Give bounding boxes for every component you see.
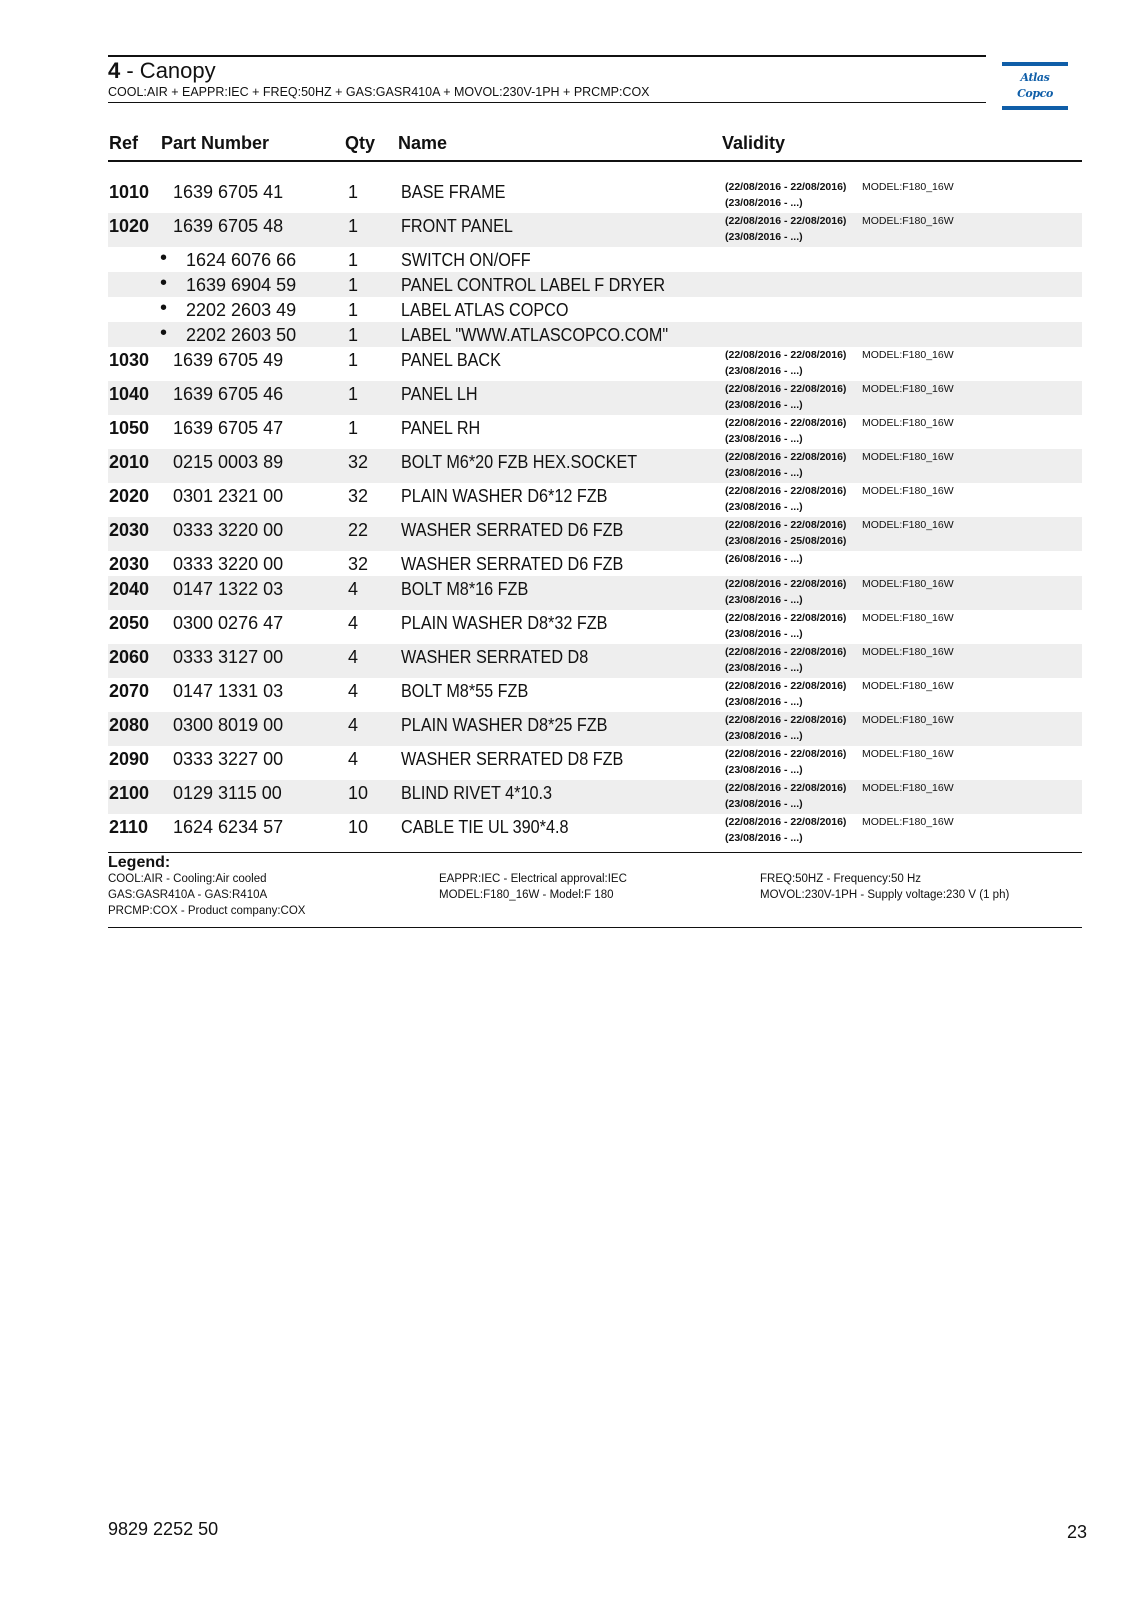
validity-range: (22/08/2016 - 22/08/2016) — [725, 215, 847, 227]
ref-number: 2110 — [109, 817, 149, 837]
quantity: 4 — [348, 749, 359, 769]
col-qty: Qty — [345, 133, 376, 153]
part-name: LABEL "WWW.ATLASCOPCO.COM" — [401, 325, 669, 345]
validity-range: (22/08/2016 - 22/08/2016) — [725, 417, 847, 429]
quantity: 4 — [348, 715, 359, 735]
quantity: 1 — [348, 275, 359, 295]
part-number: 1624 6234 57 — [173, 817, 284, 837]
quantity: 32 — [348, 554, 369, 574]
part-number: 0333 3127 00 — [173, 647, 284, 667]
quantity: 4 — [348, 647, 359, 667]
part-name: PLAIN WASHER D8*25 FZB — [401, 715, 608, 735]
quantity: 4 — [348, 579, 359, 599]
validity-range-2: (23/08/2016 - ...) — [725, 696, 803, 708]
part-number: 1639 6904 59 — [186, 275, 297, 295]
validity-model: MODEL:F180_16W — [862, 782, 954, 794]
validity-range-2: (23/08/2016 - 25/08/2016) — [725, 535, 847, 547]
legend-movol: MOVOL:230V-1PH - Supply voltage:230 V (1 ph) — [760, 889, 1010, 901]
ref-number: 2070 — [109, 681, 150, 701]
quantity: 22 — [348, 520, 369, 540]
quantity: 1 — [348, 182, 359, 202]
validity-range-2: (23/08/2016 - ...) — [725, 365, 803, 377]
table-row — [108, 576, 1082, 610]
table-row — [108, 381, 1082, 415]
sub-part-row — [108, 247, 1082, 272]
legend-bottom-rule — [108, 927, 1082, 928]
table-row — [108, 644, 1082, 678]
part-number: 2202 2603 49 — [186, 300, 297, 320]
sub-part-row — [108, 322, 1082, 347]
ref-number: 1020 — [109, 216, 150, 236]
part-number: 0215 0003 89 — [173, 452, 284, 472]
validity-range-2: (23/08/2016 - ...) — [725, 798, 803, 810]
ref-number: 1040 — [109, 384, 150, 404]
part-name: BOLT M8*55 FZB — [401, 681, 529, 701]
col-validity: Validity — [722, 133, 786, 153]
validity-range-2: (23/08/2016 - ...) — [725, 594, 803, 606]
table-body — [108, 179, 1082, 848]
validity-model: MODEL:F180_16W — [862, 451, 954, 463]
part-name: LABEL ATLAS COPCO — [401, 300, 569, 320]
quantity: 10 — [348, 817, 369, 837]
parts-table — [108, 128, 1082, 848]
part-name: WASHER SERRATED D8 FZB — [401, 749, 624, 769]
table-row — [108, 712, 1082, 746]
part-number: 1639 6705 47 — [173, 418, 284, 438]
validity-model: MODEL:F180_16W — [862, 578, 954, 590]
table-row — [108, 179, 1082, 213]
validity-model: MODEL:F180_16W — [862, 816, 954, 828]
validity-range-2: (23/08/2016 - ...) — [725, 467, 803, 479]
validity-model: MODEL:F180_16W — [862, 485, 954, 497]
header-top-rule — [108, 55, 986, 57]
part-name: BASE FRAME — [401, 182, 506, 202]
part-number: 0333 3227 00 — [173, 749, 284, 769]
validity-range-2: (23/08/2016 - ...) — [725, 501, 803, 513]
quantity: 1 — [348, 418, 359, 438]
part-number: 1639 6705 48 — [173, 216, 284, 236]
legend — [108, 852, 1082, 920]
validity-model: MODEL:F180_16W — [862, 181, 954, 193]
validity-range-2: (23/08/2016 - ...) — [725, 662, 803, 674]
table-row — [108, 449, 1082, 483]
quantity: 4 — [348, 681, 359, 701]
legend-freq: FREQ:50HZ - Frequency:50 Hz — [760, 873, 922, 885]
section-number: 4 — [108, 58, 121, 83]
validity-model: MODEL:F180_16W — [862, 417, 954, 429]
sub-part-row — [108, 297, 1082, 322]
part-number: 1639 6705 46 — [173, 384, 284, 404]
ref-number: 2100 — [109, 783, 150, 803]
logo-bottom-bar — [1002, 106, 1068, 110]
part-number: 0333 3220 00 — [173, 554, 284, 574]
ref-number: 2030 — [109, 554, 150, 574]
part-number: 0147 1322 03 — [173, 579, 284, 599]
validity-range: (26/08/2016 - ...) — [725, 553, 803, 565]
validity-range: (22/08/2016 - 22/08/2016) — [725, 816, 847, 828]
validity-range: (22/08/2016 - 22/08/2016) — [725, 578, 847, 590]
options-line: COOL:AIR + EAPPR:IEC + FREQ:50HZ + GAS:GASR410A + MOVOL:230V-1PH + PRCMP:COX — [108, 85, 650, 99]
table-row — [108, 517, 1082, 551]
validity-model: MODEL:F180_16W — [862, 349, 954, 361]
part-name: PANEL CONTROL LABEL F DRYER — [401, 275, 666, 295]
col-part-number: Part Number — [161, 133, 270, 153]
ref-number: 2030 — [109, 520, 150, 540]
part-name: BLIND RIVET 4*10.3 — [401, 783, 552, 803]
quantity: 10 — [348, 783, 369, 803]
validity-model: MODEL:F180_16W — [862, 612, 954, 624]
validity-range: (22/08/2016 - 22/08/2016) — [725, 646, 847, 658]
part-number: 0147 1331 03 — [173, 681, 284, 701]
validity-model: MODEL:F180_16W — [862, 714, 954, 726]
validity-model: MODEL:F180_16W — [862, 646, 954, 658]
part-name: BOLT M8*16 FZB — [401, 579, 529, 599]
part-number: 0301 2321 00 — [173, 486, 284, 506]
validity-range: (22/08/2016 - 22/08/2016) — [725, 181, 847, 193]
bullet-icon: • — [160, 297, 168, 319]
legend-eappr: EAPPR:IEC - Electrical approval:IEC — [439, 873, 627, 885]
table-row — [108, 814, 1082, 848]
validity-range-2: (23/08/2016 - ...) — [725, 628, 803, 640]
validity-range-2: (23/08/2016 - ...) — [725, 764, 803, 776]
quantity: 1 — [348, 300, 359, 320]
validity-range: (22/08/2016 - 22/08/2016) — [725, 519, 847, 531]
quantity: 32 — [348, 486, 369, 506]
logo-text: Atlas Copco — [1017, 71, 1053, 100]
ref-number: 1030 — [109, 350, 150, 370]
quantity: 4 — [348, 613, 359, 633]
legend-title: Legend: — [108, 854, 171, 871]
col-name: Name — [398, 133, 448, 153]
table-row — [108, 610, 1082, 644]
part-name: FRONT PANEL — [401, 216, 513, 236]
part-name: PLAIN WASHER D6*12 FZB — [401, 486, 608, 506]
atlas-copco-logo — [1002, 62, 1068, 100]
validity-range: (22/08/2016 - 22/08/2016) — [725, 680, 847, 692]
part-number: 0333 3220 00 — [173, 520, 284, 540]
part-name: CABLE TIE UL 390*4.8 — [401, 817, 569, 837]
part-number: 2202 2603 50 — [186, 325, 297, 345]
part-number: 1639 6705 49 — [173, 350, 284, 370]
validity-range-2: (23/08/2016 - ...) — [725, 832, 803, 844]
bullet-icon: • — [160, 272, 168, 294]
validity-range-2: (23/08/2016 - ...) — [725, 730, 803, 742]
validity-range: (22/08/2016 - 22/08/2016) — [725, 451, 847, 463]
validity-model: MODEL:F180_16W — [862, 519, 954, 531]
legend-model: MODEL:F180_16W - Model:F 180 — [439, 889, 614, 901]
quantity: 1 — [348, 384, 359, 404]
part-number: 0300 0276 47 — [173, 613, 284, 633]
table-row — [108, 415, 1082, 449]
validity-model: MODEL:F180_16W — [862, 383, 954, 395]
validity-model: MODEL:F180_16W — [862, 215, 954, 227]
page-number: 23 — [1066, 1522, 1087, 1542]
validity-range: (22/08/2016 - 22/08/2016) — [725, 782, 847, 794]
part-name: PLAIN WASHER D8*32 FZB — [401, 613, 608, 633]
validity-range-2: (23/08/2016 - ...) — [725, 399, 803, 411]
validity-range-2: (23/08/2016 - ...) — [725, 433, 803, 445]
part-number: 1639 6705 41 — [173, 182, 284, 202]
table-row — [108, 483, 1082, 517]
validity-range: (22/08/2016 - 22/08/2016) — [725, 485, 847, 497]
table-row — [108, 746, 1082, 780]
part-name: SWITCH ON/OFF — [401, 250, 531, 270]
table-gap — [108, 162, 1082, 179]
ref-number: 2090 — [109, 749, 150, 769]
ref-number: 2060 — [109, 647, 150, 667]
validity-model: MODEL:F180_16W — [862, 680, 954, 692]
validity-range-2: (23/08/2016 - ...) — [725, 197, 803, 209]
quantity: 1 — [348, 325, 359, 345]
legend-gas: GAS:GASR410A - GAS:R410A — [108, 889, 268, 901]
quantity: 32 — [348, 452, 369, 472]
table-row — [108, 551, 1082, 576]
validity-range-2: (23/08/2016 - ...) — [725, 231, 803, 243]
table-header — [108, 128, 1082, 162]
table-row — [108, 678, 1082, 712]
validity-range: (22/08/2016 - 22/08/2016) — [725, 748, 847, 760]
document-number: 9829 2252 50 — [108, 1519, 219, 1539]
table-row — [108, 347, 1082, 381]
ref-number: 2050 — [109, 613, 150, 633]
validity-range: (22/08/2016 - 22/08/2016) — [725, 349, 847, 361]
page-title — [108, 59, 986, 83]
quantity: 1 — [348, 350, 359, 370]
table-row — [108, 213, 1082, 247]
part-name: WASHER SERRATED D6 FZB — [401, 554, 624, 574]
ref-number: 2080 — [109, 715, 150, 735]
validity-range: (22/08/2016 - 22/08/2016) — [725, 383, 847, 395]
part-number: 0129 3115 00 — [173, 783, 282, 803]
sub-part-row — [108, 272, 1082, 297]
ref-number: 2040 — [109, 579, 150, 599]
part-number: 1624 6076 66 — [186, 250, 297, 270]
legend-cool: COOL:AIR - Cooling:Air cooled — [108, 873, 267, 885]
bullet-icon: • — [160, 322, 168, 344]
part-name: PANEL BACK — [401, 350, 501, 370]
ref-number: 1010 — [109, 182, 150, 202]
table-row — [108, 780, 1082, 814]
ref-number: 2020 — [109, 486, 150, 506]
part-name: WASHER SERRATED D6 FZB — [401, 520, 624, 540]
part-name: BOLT M6*20 FZB HEX.SOCKET — [401, 452, 638, 472]
page-header — [108, 55, 986, 103]
ref-number: 1050 — [109, 418, 150, 438]
col-ref: Ref — [109, 133, 139, 153]
part-name: PANEL RH — [401, 418, 481, 438]
part-number: 0300 8019 00 — [173, 715, 284, 735]
header-bottom-rule — [108, 102, 986, 103]
legend-entries — [108, 872, 1082, 920]
part-name: PANEL LH — [401, 384, 478, 404]
validity-range: (22/08/2016 - 22/08/2016) — [725, 612, 847, 624]
legend-prcmp: PRCMP:COX - Product company:COX — [108, 905, 306, 917]
part-name: WASHER SERRATED D8 — [401, 647, 589, 667]
validity-range: (22/08/2016 - 22/08/2016) — [725, 714, 847, 726]
quantity: 1 — [348, 216, 359, 236]
validity-model: MODEL:F180_16W — [862, 748, 954, 760]
bullet-icon: • — [160, 247, 168, 269]
ref-number: 2010 — [109, 452, 150, 472]
section-title: - Canopy — [120, 58, 216, 83]
quantity: 1 — [348, 250, 359, 270]
